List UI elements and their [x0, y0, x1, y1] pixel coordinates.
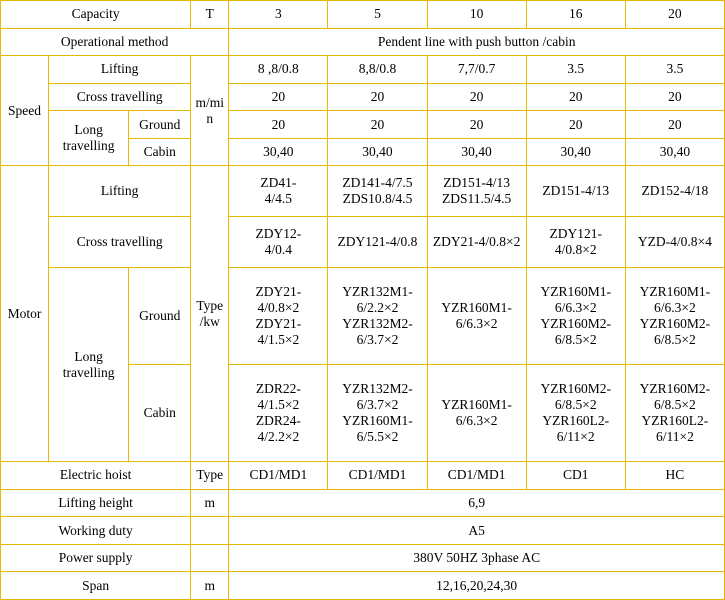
speed-long-cabin-4: 30,40: [526, 138, 625, 166]
motor-long-travelling-label: Long travelling: [49, 267, 129, 461]
motor-long-cabin-1: [229, 365, 328, 462]
working-duty-unit: [191, 517, 229, 545]
speed-long-ground-1: 20: [229, 111, 328, 139]
motor-cross-5: [625, 217, 724, 268]
lifting-height-unit: m: [191, 489, 229, 517]
speed-long-cabin-5: 30,40: [625, 138, 724, 166]
speed-long-ground-2: 20: [328, 111, 427, 139]
speed-long-cabin-3: 30,40: [427, 138, 526, 166]
table-row-speed-lifting: [1, 56, 725, 84]
operational-method-value: Pendent line with push button /cabin: [229, 28, 725, 56]
motor-long-ground-5: [625, 267, 724, 364]
table-row-motor-long-ground: [1, 267, 725, 364]
motor-cross-5-line1: YZD-4/0.8×4: [637, 234, 712, 250]
motor-lifting-1: [229, 166, 328, 217]
power-supply-label: Power supply: [1, 544, 191, 572]
motor-lifting-4: [526, 166, 625, 217]
motor-long-cabin-2-line3: YZR160M1-: [342, 413, 413, 429]
speed-long-ground-3: 20: [427, 111, 526, 139]
electric-hoist-2: CD1/MD1: [328, 462, 427, 490]
motor-lifting-3-line2: ZDS11.5/4.5: [441, 191, 512, 207]
motor-lifting-4-line1: ZD151-4/13: [542, 183, 610, 199]
table-row-speed-long-ground: [1, 111, 725, 139]
speed-lifting-5: 3.5: [625, 56, 724, 84]
motor-long-cabin-4-line1: YZR160M2-: [540, 381, 611, 397]
motor-long-ground-5-line3: YZR160M2-: [639, 315, 711, 331]
motor-long-cabin-5-line4: 6/11×2: [655, 429, 694, 444]
speed-cross-4: 20: [526, 83, 625, 111]
motor-long-ground-4-line1: YZR160M1-: [540, 284, 611, 300]
motor-long-cabin-2-line4: 6/5.5×2: [356, 429, 399, 444]
motor-long-cabin-5: [625, 365, 724, 462]
lifting-height-value: 6,9: [229, 489, 725, 517]
motor-long-ground-2: [328, 267, 427, 364]
motor-long-ground-5-line2: 6/6.3×2: [654, 300, 696, 316]
motor-cross-4-line1: ZDY121-: [549, 226, 602, 242]
motor-long-cabin-4-line2: 6/8.5×2: [554, 397, 597, 413]
motor-long-cabin-4-line4: 6/11×2: [556, 429, 595, 444]
motor-long-ground-label: Ground: [129, 267, 191, 364]
motor-long-cabin-2-line2: 6/3.7×2: [356, 397, 399, 413]
table-row-working-duty: [1, 517, 725, 545]
speed-cross-travelling-label: Cross travelling: [49, 83, 191, 111]
motor-long-cabin-1-line3: ZDR24-: [255, 413, 301, 429]
motor-cross-1-line2: 4/0.4: [264, 242, 293, 257]
power-supply-value: 380V 50HZ 3phase AC: [229, 544, 725, 572]
motor-long-ground-2-line2: 6/2.2×2: [356, 300, 399, 316]
speed-lifting-label: Lifting: [49, 56, 191, 84]
motor-lifting-2: [328, 166, 427, 217]
speed-cross-3: 20: [427, 83, 526, 111]
lifting-height-label: Lifting height: [1, 489, 191, 517]
span-value: 12,16,20,24,30: [229, 572, 725, 600]
motor-long-ground-4-line2: 6/6.3×2: [554, 300, 597, 316]
electric-hoist-5: HC: [625, 462, 724, 490]
speed-long-travelling-label: Long travelling: [49, 111, 129, 166]
motor-lifting-3-line1: ZD151-4/13: [443, 175, 510, 191]
motor-long-cabin-1-line1: ZDR22-: [255, 381, 301, 397]
span-label: Span: [1, 572, 191, 600]
operational-method-label: Operational method: [1, 28, 229, 56]
motor-long-ground-2-line3: YZR132M2-: [342, 315, 413, 331]
speed-long-cabin-label: Cabin: [129, 138, 191, 166]
electric-hoist-3: CD1/MD1: [427, 462, 526, 490]
span-unit: m: [191, 572, 229, 600]
speed-cross-5: 20: [625, 83, 724, 111]
motor-lifting-2-line2: ZDS10.8/4.5: [342, 191, 413, 207]
motor-lifting-3: [427, 166, 526, 217]
table-row-power-supply: [1, 544, 725, 572]
motor-cross-1: [229, 217, 328, 268]
speed-cross-2: 20: [328, 83, 427, 111]
motor-long-ground-3-line1: YZR160M1-: [441, 300, 512, 316]
capacity-unit: T: [191, 1, 229, 29]
motor-cross-4: [526, 217, 625, 268]
motor-cross-3-line1: ZDY21-4/0.8×2: [432, 234, 521, 250]
motor-long-cabin-2-line1: YZR132M2-: [342, 381, 413, 397]
speed-long-cabin-2: 30,40: [328, 138, 427, 166]
speed-unit: m/min: [191, 56, 229, 166]
electric-hoist-1: CD1/MD1: [229, 462, 328, 490]
motor-long-ground-3-line2: 6/6.3×2: [455, 315, 498, 331]
speed-lifting-3: 7,7/0.7: [427, 56, 526, 84]
speed-lifting-4: 3.5: [526, 56, 625, 84]
motor-long-cabin-3-line2: 6/6.3×2: [455, 413, 498, 429]
motor-long-cabin-5-line2: 6/8.5×2: [654, 397, 696, 413]
motor-cross-1-line1: ZDY12-: [255, 226, 302, 242]
motor-long-ground-5-line4: 6/8.5×2: [654, 331, 696, 347]
speed-lifting-2: 8,8/0.8: [328, 56, 427, 84]
capacity-value-4: 16: [526, 1, 625, 29]
motor-long-ground-5-line1: YZR160M1-: [639, 284, 711, 300]
motor-long-cabin-4-line3: YZR160L2-: [542, 413, 610, 429]
motor-long-ground-1: [229, 267, 328, 364]
motor-long-ground-2-line4: 6/3.7×2: [356, 331, 399, 347]
motor-lifting-1-line1: ZD41-: [260, 175, 297, 191]
motor-long-ground-1-line4: 4/1.5×2: [257, 331, 300, 347]
table-row-motor-cross-travelling: [1, 217, 725, 268]
motor-label: Motor: [1, 166, 49, 462]
motor-long-ground-1-line1: ZDY21-: [255, 284, 302, 300]
motor-long-ground-2-line1: YZR132M1-: [342, 284, 413, 300]
motor-lifting-2-line1: ZD141-4/7.5: [342, 175, 413, 191]
table-row-lifting-height: [1, 489, 725, 517]
motor-long-ground-4-line4: 6/8.5×2: [554, 331, 597, 347]
capacity-value-1: 3: [229, 1, 328, 29]
electric-hoist-unit: Type: [191, 462, 229, 490]
motor-long-ground-1-line3: ZDY21-: [255, 315, 302, 331]
motor-unit: Type /kw: [191, 166, 229, 462]
table-row-operational-method: [1, 28, 725, 56]
table-row-motor-lifting: [1, 166, 725, 217]
motor-long-cabin-3-line1: YZR160M1-: [441, 397, 512, 413]
motor-long-cabin-5-line1: YZR160M2-: [639, 381, 711, 397]
motor-long-cabin-5-line3: YZR160L2-: [641, 413, 709, 429]
motor-long-ground-1-line2: 4/0.8×2: [257, 300, 300, 316]
motor-long-cabin-label: Cabin: [129, 365, 191, 462]
speed-long-ground-5: 20: [625, 111, 724, 139]
speed-long-cabin-1: 30,40: [229, 138, 328, 166]
motor-lifting-5: [625, 166, 724, 217]
electric-hoist-4: CD1: [526, 462, 625, 490]
motor-long-ground-4: [526, 267, 625, 364]
motor-long-ground-3: [427, 267, 526, 364]
motor-cross-4-line2: 4/0.8×2: [554, 242, 597, 257]
motor-lifting-5-line1: ZD152-4/18: [641, 183, 709, 199]
capacity-label: Capacity: [1, 1, 191, 29]
motor-cross-travelling-label: Cross travelling: [49, 217, 191, 268]
motor-long-ground-4-line3: YZR160M2-: [540, 315, 611, 331]
capacity-value-3: 10: [427, 1, 526, 29]
speed-cross-1: 20: [229, 83, 328, 111]
speed-long-ground-label: Ground: [129, 111, 191, 139]
table-row-span: [1, 572, 725, 600]
table-row-capacity: [1, 1, 725, 29]
motor-long-cabin-1-line4: 4/2.2×2: [257, 429, 300, 444]
table-row-speed-cross-travelling: [1, 83, 725, 111]
motor-lifting-1-line2: 4/4.5: [264, 191, 293, 207]
motor-cross-2: [328, 217, 427, 268]
motor-long-cabin-2: [328, 365, 427, 462]
working-duty-label: Working duty: [1, 517, 191, 545]
speed-label: Speed: [1, 56, 49, 166]
capacity-value-5: 20: [625, 1, 724, 29]
motor-cross-3: [427, 217, 526, 268]
motor-long-cabin-4: [526, 365, 625, 462]
speed-lifting-1: 8 ,8/0.8: [229, 56, 328, 84]
power-supply-unit: [191, 544, 229, 572]
working-duty-value: A5: [229, 517, 725, 545]
speed-long-ground-4: 20: [526, 111, 625, 139]
motor-cross-2-line1: ZDY121-4/0.8: [337, 234, 418, 250]
motor-lifting-label: Lifting: [49, 166, 191, 217]
electric-hoist-label: Electric hoist: [1, 462, 191, 490]
capacity-value-2: 5: [328, 1, 427, 29]
table-row-electric-hoist: [1, 462, 725, 490]
motor-long-cabin-1-line2: 4/1.5×2: [257, 397, 300, 413]
motor-long-cabin-3: [427, 365, 526, 462]
